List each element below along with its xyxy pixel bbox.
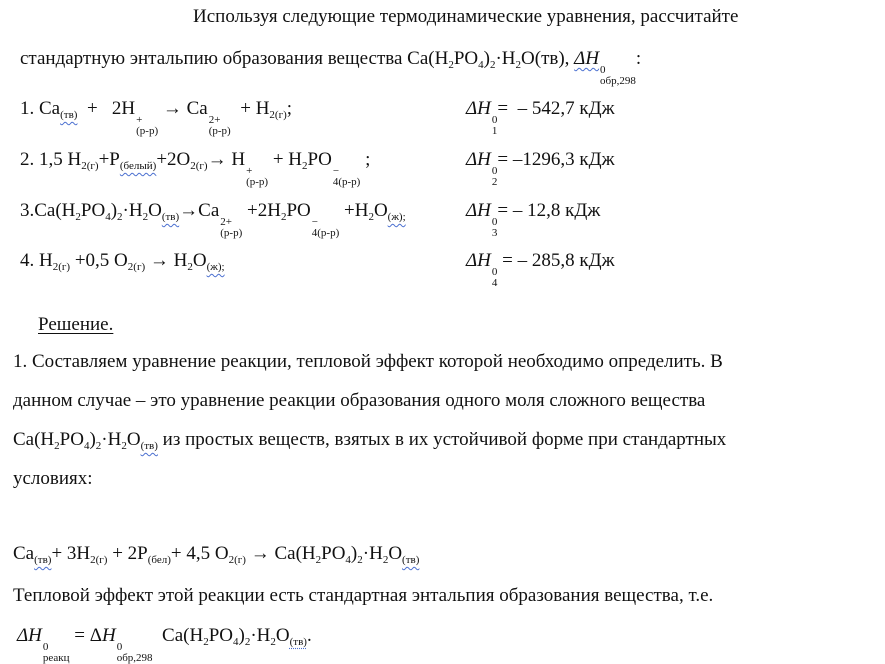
equation-1-enthalpy: ΔH 0 1 = – 542,7 кДж — [466, 98, 615, 137]
step1-line-1: 1. Составляем уравнение реакции, тепловой эффект которой необходимо определить. В — [13, 351, 723, 372]
equation-2-enthalpy: ΔH 0 2 = –1296,3 кДж — [466, 149, 615, 188]
task-line-1: Используя следующие термодинамические уравнения, рассчитайте — [193, 6, 739, 27]
step1-line-3: $Ca(H_2PO_4)_2\cdot H_2O_{(тв)}$ из простых веществ, взятых в их устойчивой форме при стандартных — [13, 429, 727, 452]
conclusion-text: Тепловой эффект этой реакции есть стандартная энтальпия образования вещества, т.е. — [13, 585, 714, 606]
equation-4-enthalpy: ΔH 0 4 = – 285,8 кДж — [466, 250, 615, 289]
formation-equation: $Ca_{(тв)}+ 3H_{2(г)} + 2P_{(бел)}+ 4,5$ $O_{2(г)} \to Ca(H_2PO_4)_2\cdot H_2O_{(тв)}$ — [13, 543, 420, 566]
equation-2: 2. 1,5 $H_{2(г)}+P_{(белый)}+2O_{2(г)}\to H$ + (р-р) + $H_2PO$ − 4(р-р) ; — [20, 149, 371, 188]
step1-line-2: данном случае – это уравнение реакции образования одного моля сложного вещества — [13, 390, 706, 411]
equation-1: 1. $Ca_{(тв)} + 2H$ + (р-р) → Ca 2+ (р-р) + $H_{2(г)}$; — [20, 98, 293, 137]
step1-line-4: условиях: — [13, 468, 93, 489]
solution-heading: Решение. — [38, 314, 114, 335]
final-equation: ΔH 0 реакц = ΔH 0 обр,298 $Ca(H_2PO_4)_2\cdot H_2O_{(тв)}$. — [17, 625, 312, 664]
equation-3: $3.Ca(H_2PO_4)_2\cdot H_2O_{(тв)}\to Ca$ 2+ (р-р) $+2H_2PO$ − 4(р-р) $+H_2O_{(ж);}$ — [20, 200, 406, 239]
task-line-2: стандартную энтальпию образования вещества $Ca(H_2PO_4)_2\cdot H_2O(тв)$, ΔH 0 обр,298 : — [20, 48, 642, 87]
equation-4: 4. $H_{2(г)} +0,5$ $O_{2(г)} \to H_2O_{(ж);}$ — [20, 250, 225, 273]
equation-3-enthalpy: ΔH 0 3 = – 12,8 кДж — [466, 200, 601, 239]
